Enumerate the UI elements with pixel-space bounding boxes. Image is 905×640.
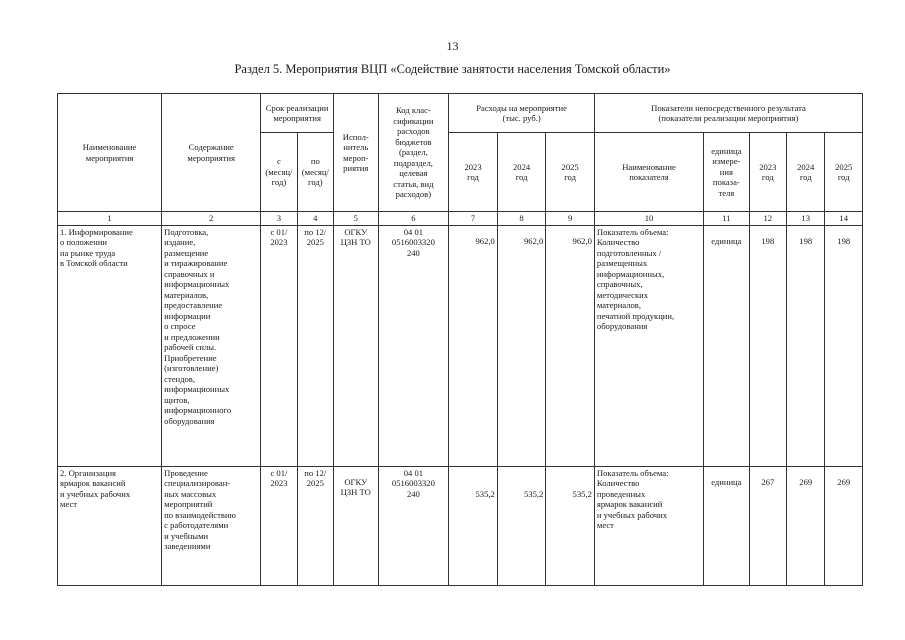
expense-2024: 962,0 [497, 226, 546, 467]
result-2023: 267 [749, 467, 786, 586]
header-exp-2023: 2023 год [449, 133, 498, 212]
result-2025: 198 [825, 226, 863, 467]
budget-code: 04 01 0516003320 240 [378, 467, 449, 586]
expense-2023: 535,2 [449, 467, 498, 586]
column-number: 13 [787, 212, 825, 226]
column-number: 7 [449, 212, 498, 226]
activity-content: Подготовка, издание, размещение и тиражирование справочных и информационных материалов, предоставление информации о спросе и предложении рабочей силы. Приобретение (изготовление) стендов, информационных щитов, информационного оборудования [162, 226, 261, 467]
budget-code: 04 01 0516003320 240 [378, 226, 449, 467]
header-res-2024: 2024 год [787, 133, 825, 212]
table-row [58, 226, 863, 467]
activity-name: 1. Информирование о положении на рынке труда в Томской области [58, 226, 162, 467]
column-number: 6 [378, 212, 449, 226]
header-term-to: по (месяц/ год) [297, 133, 333, 212]
header-exp-2025: 2025 год [546, 133, 595, 212]
header-res-2023: 2023 год [749, 133, 786, 212]
activity-content: Проведение специализирован- ных массовых мероприятий по взаимодействию с работодателями и учебными заведениями [162, 467, 261, 586]
term-from: с 01/ 2023 [261, 467, 297, 586]
header-name: Наименование мероприятия [58, 94, 162, 212]
result-2025: 269 [825, 467, 863, 586]
column-number: 8 [497, 212, 546, 226]
expense-2024: 535,2 [497, 467, 546, 586]
column-number: 12 [749, 212, 786, 226]
indicator-name: Показатель объема: Количество проведенных ярмарок вакансий и учебных рабочих мест [594, 467, 703, 586]
column-number: 10 [594, 212, 703, 226]
header-exp-2024: 2024 год [497, 133, 546, 212]
executor: ОГКУ ЦЗН ТО [334, 467, 378, 586]
header-budget-code: Код клас- сификации расходов бюджетов (раздел, подраздел, целевая статья, вид расходов) [378, 94, 449, 212]
column-number: 5 [334, 212, 378, 226]
expense-2023: 962,0 [449, 226, 498, 467]
term-to: по 12/ 2025 [297, 226, 333, 467]
term-from: с 01/ 2023 [261, 226, 297, 467]
header-term: Срок реализации мероприятия [261, 94, 334, 133]
executor: ОГКУ ЦЗН ТО [334, 226, 378, 467]
expense-2025: 962,0 [546, 226, 595, 467]
indicator-name: Показатель объема: Количество подготовленных / размещенных информационных, справочных, методических материалов, печатной продукции, оборудования [594, 226, 703, 467]
column-number: 2 [162, 212, 261, 226]
column-number: 3 [261, 212, 297, 226]
header-executor: Испол- нитель мероп- риятия [334, 94, 378, 212]
page-number: 13 [446, 39, 459, 53]
header-results: Показатели непосредственного результата (показатели реализации мероприятия) [594, 94, 862, 133]
indicator-unit: единица [704, 226, 750, 467]
column-number: 14 [825, 212, 863, 226]
table-row [58, 467, 863, 586]
header-expenses: Расходы на мероприятие (тыс. руб.) [449, 94, 595, 133]
result-2024: 198 [787, 226, 825, 467]
header-content: Содержание мероприятия [162, 94, 261, 212]
term-to: по 12/ 2025 [297, 467, 333, 586]
column-number: 11 [704, 212, 750, 226]
activity-name: 2. Организация ярмарок вакансий и учебных рабочих мест [58, 467, 162, 586]
indicator-unit: единица [704, 467, 750, 586]
result-2023: 198 [749, 226, 786, 467]
column-number-row [58, 212, 863, 226]
column-number: 9 [546, 212, 595, 226]
expense-2025: 535,2 [546, 467, 595, 586]
table-header-row-top [58, 94, 863, 133]
header-res-2025: 2025 год [825, 133, 863, 212]
header-indicator-name: Наименование показателя [594, 133, 703, 212]
header-term-from: с (месяц/ год) [261, 133, 297, 212]
header-unit: единица измере- ния показа- теля [704, 133, 750, 212]
activities-table [57, 93, 863, 586]
column-number: 1 [58, 212, 162, 226]
section-title: Раздел 5. Мероприятия ВЦП «Содействие занятости населения Томской области» [234, 62, 671, 76]
result-2024: 269 [787, 467, 825, 586]
column-number: 4 [297, 212, 333, 226]
